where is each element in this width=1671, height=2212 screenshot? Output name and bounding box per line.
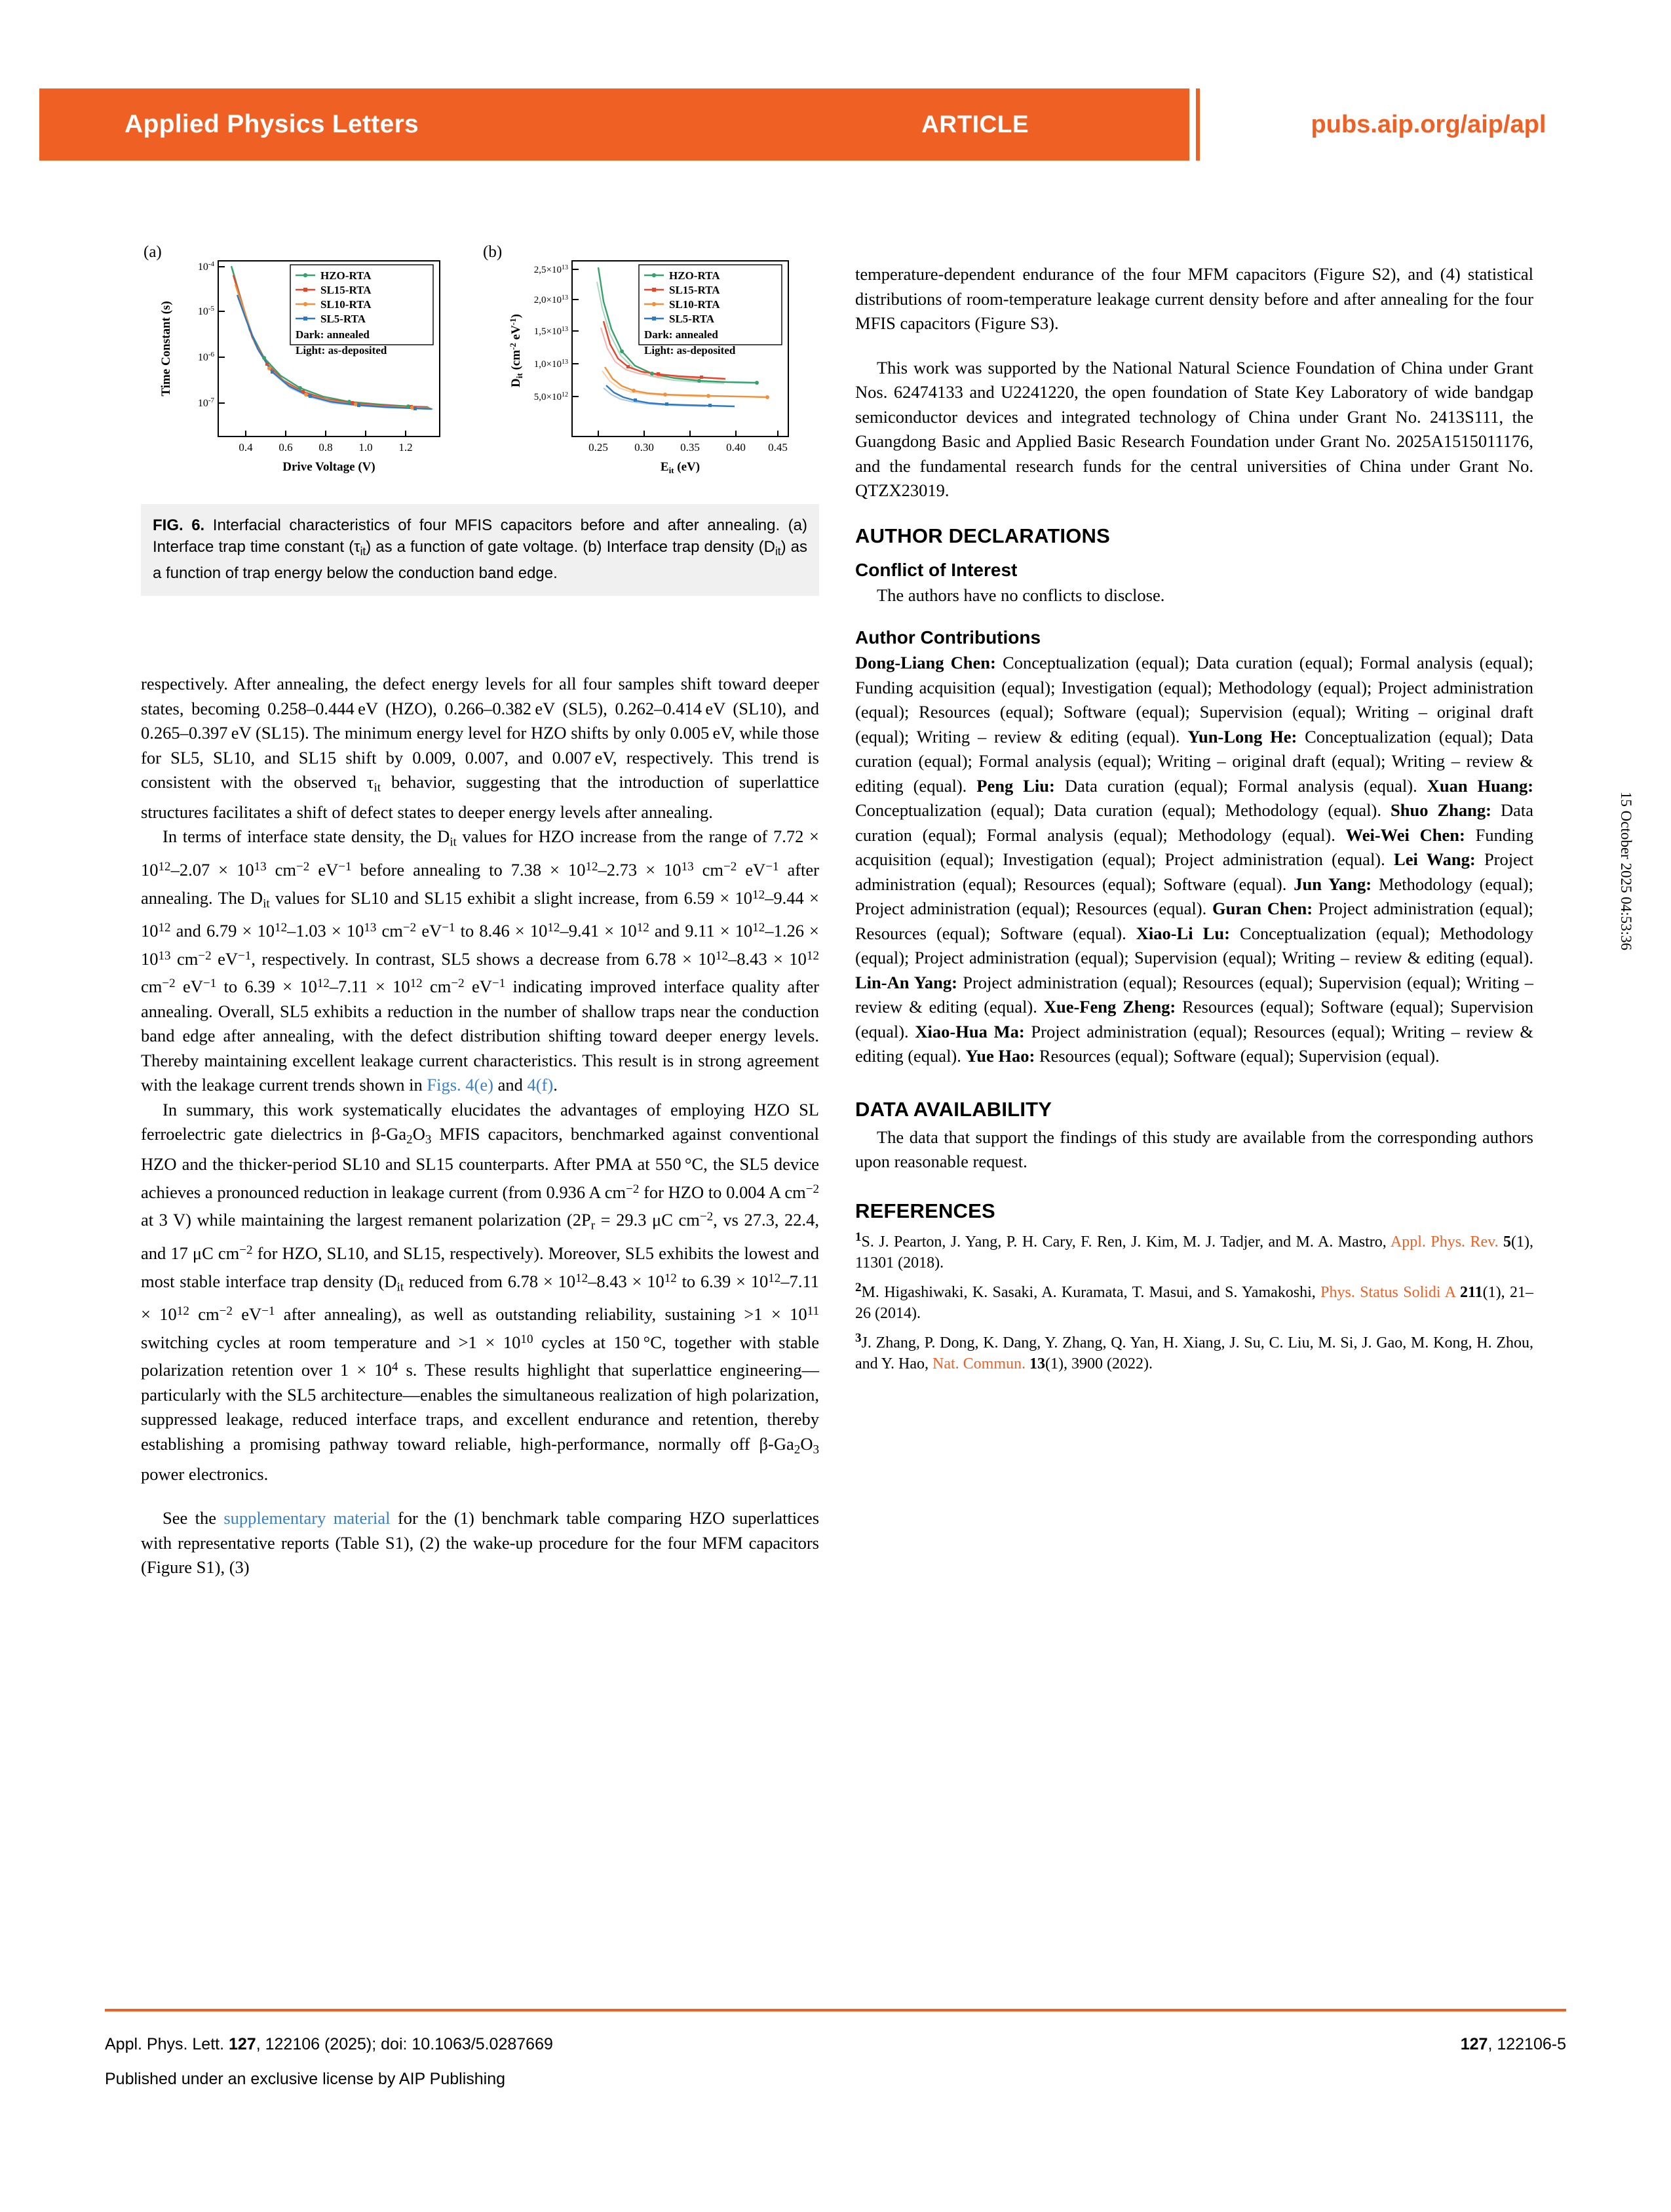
panel-a-label: (a) <box>144 243 162 261</box>
figure-panels <box>141 243 819 495</box>
svg-text:SL5-RTA: SL5-RTA <box>320 313 366 325</box>
header-url[interactable] <box>1225 88 1632 161</box>
svg-text:HZO-RTA: HZO-RTA <box>669 269 720 282</box>
figure-link-4e[interactable]: Figs. 4(e) <box>427 1075 493 1095</box>
svg-text:1.0: 1.0 <box>358 441 373 454</box>
reference-text-post: 13(1), 3900 (2022). <box>1029 1355 1153 1372</box>
paragraph-conflict: The authors have no conflicts to disclose. <box>877 585 1165 605</box>
chart-trap-density <box>482 243 819 495</box>
supplementary-material-link[interactable]: supplementary material <box>223 1508 391 1528</box>
paragraph-author-contributions <box>855 651 1533 1069</box>
contrib-3: Xuan Huang: Conceptualization (equal); Data curation (equal); Methodology (equal). <box>855 775 1534 820</box>
left-column <box>141 672 819 1580</box>
svg-text:HZO-RTA: HZO-RTA <box>320 269 372 282</box>
heading-author-declarations: AUTHOR DECLARATIONS <box>855 524 1110 547</box>
svg-text:0.40: 0.40 <box>726 441 746 454</box>
panel-b-ylabel: $D_{it}$ ($cm^{-2}$ $eV^{-1}$) <box>508 314 524 387</box>
paragraph-supplementary <box>141 1506 819 1580</box>
contrib-2: Peng Liu: Data curation (equal); Formal analysis (equal). <box>976 775 1417 796</box>
svg-text:10-5: $10^{-5}$ <box>197 305 214 317</box>
svg-text:SL15-RTA: SL15-RTA <box>320 284 372 296</box>
svg-text:SL10-RTA: SL10-RTA <box>669 298 720 311</box>
figure-caption-label: FIG. 6. <box>153 516 205 534</box>
figure-panel-a <box>141 243 475 495</box>
reference-text-pre: M. Higashiwaki, K. Sasaki, A. Kuramata, T. Masui, and S. Yamakoshi, <box>861 1283 1321 1301</box>
paragraph-defect-levels: respectively. After annealing, the defect energy levels for all four samples shift toward deeper states, becoming 0.258–0.444 eV (HZO), 0.266–0.382 eV (SL5), 0.262–0.414 eV (SL10), and 0.265–0.397 eV (SL15). The minimum energy level for HZO shifts by only 0.005 eV, while those for SL5, SL10, and SL15 shift by 0.009, 0.007, and 0.007 eV, respectively. This trend is consistent with the observed $\tau_{it}$ behavior, suggesting that the introduction of superlattice structures facilitates a shift of defect states to deeper energy levels after annealing. <box>141 674 819 822</box>
contrib-5: Wei-Wei Chen: Funding acquisition (equal); Investigation (equal); Project administration (equal). <box>855 825 1534 869</box>
reference-journal-link[interactable]: Appl. Phys. Rev. <box>1390 1233 1499 1251</box>
svg-text:1.2: 1.2 <box>398 441 413 454</box>
contrib-13: Yue Hao: Resources (equal); Software (equal); Supervision (equal). <box>965 1046 1440 1066</box>
contrib-7: Jun Yang: Methodology (equal); Project administration (equal); Resources (equal). <box>855 874 1533 918</box>
svg-text:0.25: 0.25 <box>588 441 608 454</box>
footer-citation: Appl. Phys. Lett. 127, 122106 (2025); doi: 10.1063/5.0287669 <box>105 2035 553 2053</box>
reference-text-post: 211(1), 21–26 (2014). <box>855 1283 1534 1322</box>
svg-text:Light: as-deposited: Light: as-deposited <box>296 344 387 357</box>
heading-references: REFERENCES <box>855 1199 995 1222</box>
header-divider <box>1196 88 1200 161</box>
heading-author-contributions: Author Contributions <box>855 627 1041 648</box>
panel-b-legend <box>639 265 782 357</box>
svg-text:0.45: 0.45 <box>768 441 788 454</box>
svg-text:SL15-RTA: SL15-RTA <box>669 284 720 296</box>
paragraph-interface-density: In terms of interface state density, the $D_{it}$ values for HZO increase from the range of $7.72 \times 10^{12}-2.07 \times 10^{13}$ $cm^{-2}$ $eV^{-1}$ before annealing to $7.38 \times 10^{12}-2.73 \times 10^{13}$ $cm^{-2}$ $eV^{-1}$ after annealing. The $D_{it}$ values for SL10 and SL15 exhibit a slight increase, from $6.59 \times 10^{12}-9.44 \times 10^{12}$ and $6.79 \times 10^{12}-1.03 \times 10^{13}$ $cm^{-2}$ $eV^{-1}$ to $8.46 \times 10^{12}-9.41 \times 10^{12}$ and $9.11 \times 10^{12}-1.26 \times 10^{13}$ $cm^{-2}$ $eV^{-1}$, respectively. In contrast, SL5 shows a decrease from $6.78 \times 10^{12}-8.43 \times 10^{12}$ $cm^{-2}$ $eV^{-1}$ to $6.39 \times 10^{12}-7.11 \times 10^{12}$ $cm^{-2}$ $eV^{-1}$ indicating improved interface quality after annealing. Overall, SL5 exhibits a reduction in the number of shallow traps near the conduction band edge after annealing, with the defect distribution shifting toward deeper energy levels. Thereby maintaining excellent leakage current characteristics. This result is in strong agreement with the leakage current trends shown in Figs. 4(e) and 4(f). <box>141 826 820 1095</box>
panel-b-label: (b) <box>483 243 503 261</box>
reference-item <box>855 1328 1533 1374</box>
reference-text-pre: J. Zhang, P. Dong, K. Dang, Y. Zhang, Q. Yan, H. Xiang, J. Su, C. Liu, M. Si, J. Gao, M. Kong, H. Zhou, and Y. Hao, <box>855 1334 1533 1372</box>
page-footer <box>105 2035 1566 2089</box>
svg-text:0.35: 0.35 <box>680 441 700 454</box>
svg-text:2,0×1013: $2,0\times 10^{13}$ <box>533 294 568 305</box>
reference-item <box>855 1227 1533 1273</box>
paragraph-supplementary-cont: temperature-dependent endurance of the four MFM capacitors (Figure S2), and (4) statistical distributions of room-temperature leakage current density before and after annealing for the four MFIS capacitors (Figure S3). <box>855 264 1533 333</box>
reference-number: 2 <box>855 1280 862 1294</box>
figure-6 <box>141 243 819 596</box>
figure-caption <box>141 504 819 596</box>
svg-text:SL10-RTA: SL10-RTA <box>320 298 372 311</box>
panel-a-legend <box>290 265 433 357</box>
contrib-8: Guran Chen: Project administration (equal); Resources (equal); Software (equal). <box>855 899 1534 943</box>
panel-b-xlabel: $E_{it}$ (eV) <box>660 460 701 475</box>
svg-text:0.30: 0.30 <box>634 441 654 454</box>
right-column <box>855 262 1533 1378</box>
chart-time-constant <box>141 243 475 495</box>
svg-text:Light: as-deposited: Light: as-deposited <box>644 344 736 357</box>
svg-text:2,5×1013: $2,5\times 10^{13}$ <box>533 264 568 275</box>
svg-text:SL5-RTA: SL5-RTA <box>669 313 714 325</box>
svg-text:Dark: annealed: Dark: annealed <box>644 328 718 341</box>
heading-conflict-of-interest: Conflict of Interest <box>855 559 1018 580</box>
svg-text:0.4: 0.4 <box>239 441 253 454</box>
svg-text:10-4: $10^{-4}$ <box>197 260 214 273</box>
svg-text:10-6: $10^{-6}$ <box>197 351 214 363</box>
contrib-10: Lin-An Yang: Project administration (equal); Resources (equal); Supervision (equal); Writing – review & editing (equal). <box>855 972 1533 1017</box>
svg-text:5,0×1012: $5,0\times 10^{12}$ <box>533 391 568 402</box>
figure-caption-text: Interfacial characteristics of four MFIS capacitors before and after annealing. (a) Interface trap time constant $(\tau_{it})$ as a function of gate voltage. (b) Interface trap density $(D_{it})$ as a function of trap energy below the conduction band edge. <box>153 516 808 582</box>
paragraph-summary: In summary, this work systematically elucidates the advantages of employing HZO SL ferroelectric gate dielectrics in $\beta-Ga_2O_3$ MFIS capacitors, benchmarked against conventional HZO and the thicker-period SL10 and SL15 counterparts. After PMA at 550 °C, the SL5 device achieves a pronounced reduction in leakage current (from 0.936 A $cm^{-2}$ for HZO to 0.004 A $cm^{-2}$ at 3 V) while maintaining the largest remanent polarization ($2P_r = 29.3$ μC $cm^{-2}$, vs 27.3, 22.4, and 17 μC $cm^{-2}$ for HZO, SL10, and SL15, respectively). Moreover, SL5 exhibits the lowest and most stable interface trap density ($D_{it}$ reduced from $6.78 \times 10^{12}-8.43 \times 10^{12}$ to $6.39 \times 10^{12}-7.11 \times 10^{12}$ $cm^{-2}$ $eV^{-1}$ after annealing), as well as outstanding reliability, sustaining $>1 \times 10^{11}$ switching cycles at room temperature and $>1 \times 10^{10}$ cycles at 150 °C, together with stable polarization retention over $1 \times 10^4$ s. These results highlight that superlattice engineering—particularly with the SL5 architecture—enables the simultaneous realization of high polarization, suppressed leakage, reduced interface traps, and excellent endurance and retention, thereby establishing a promising pathway toward reliable, high-performance, normally off $\beta-Ga_2O_3$ power electronics. <box>141 1099 820 1484</box>
header-url-text: pubs.aip.org/aip/apl <box>1311 110 1546 138</box>
reference-number: 1 <box>855 1230 862 1244</box>
reference-text-pre: S. J. Pearton, J. Yang, P. H. Cary, F. Ren, J. Kim, M. J. Tadjer, and M. A. Mastro, <box>861 1233 1391 1251</box>
panel-a-ylabel: Time Constant (s) <box>159 301 173 397</box>
contrib-12: Xiao-Hua Ma: Project administration (equal); Resources (equal); Writing – review & editing (equal). <box>855 1021 1534 1066</box>
download-timestamp: 15 October 2025 04:53:36 <box>1618 791 1634 950</box>
page-header <box>39 88 1632 161</box>
svg-text:1,0×1013: $1,0\times 10^{13}$ <box>533 359 568 370</box>
figure-panel-b <box>482 243 819 495</box>
reference-number: 3 <box>855 1330 862 1345</box>
svg-text:0.6: 0.6 <box>278 441 293 454</box>
svg-text:10-7: $10^{-7}$ <box>197 397 214 409</box>
reference-list <box>855 1227 1533 1374</box>
contrib-1: Yun-Long He: Conceptualization (equal); Data curation (equal); Formal analysis (equal); Writing – original draft (equal); Writing – review & editing (equal). <box>855 726 1533 796</box>
heading-data-availability: DATA AVAILABILITY <box>855 1097 1052 1121</box>
svg-text:1,5×1013: $1,5\times 10^{13}$ <box>533 326 568 337</box>
contrib-9: Xiao-Li Lu: Conceptualization (equal); Methodology (equal); Project administration (equal); Supervision (equal); Writing – review & editing (equal). <box>855 923 1533 967</box>
supp-pre: See the <box>163 1508 224 1528</box>
journal-title: Applied Physics Letters <box>125 110 419 138</box>
article-label: ARTICLE <box>921 111 1029 138</box>
footer-divider <box>105 2009 1566 2011</box>
figure-link-4f[interactable]: 4(f) <box>527 1075 554 1095</box>
svg-text:Dark: annealed: Dark: annealed <box>296 328 370 341</box>
footer-license: Published under an exclusive license by AIP Publishing <box>105 2070 506 2088</box>
header-journal-banner <box>39 88 1189 161</box>
reference-text-post: 5(1), 11301 (2018). <box>855 1233 1534 1271</box>
contrib-6: Lei Wang: Project administration (equal); Resources (equal); Software (equal). <box>855 849 1533 894</box>
paragraph-data-availability: The data that support the findings of this study are available from the corresponding authors upon reasonable request. <box>855 1127 1533 1171</box>
reference-item <box>855 1277 1533 1324</box>
contrib-0: Dong-Liang Chen: Conceptualization (equal); Data curation (equal); Formal analysis (equal); Funding acquisition (equal); Investigation (equal); Methodology (equal); Project administration (equal); Resources (equal); Software (equal); Supervision (equal); Writing – original draft (equal); Writing – review & editing (equal). <box>855 653 1533 747</box>
supp-post: for the (1) benchmark table comparing HZO superlattices with representative reports (Table S1), (2) the wake-up procedure for the four MFM capacitors (Figure S1), (3) <box>141 1508 820 1578</box>
reference-journal-link[interactable]: Nat. Commun. <box>932 1355 1026 1372</box>
contrib-4: Shuo Zhang: Data curation (equal); Formal analysis (equal); Methodology (equal). <box>855 800 1533 845</box>
svg-text:0.8: 0.8 <box>318 441 333 454</box>
panel-a-xlabel: Drive Voltage (V) <box>282 460 375 474</box>
paragraph-acknowledgments: This work was supported by the National Natural Science Foundation of China under Grant Nos. 62474133 and U2241220, the open foundation of State Key Laboratory of wide bandgap semiconductor devices and integrated technology of China under Grant No. 2413S111, the Guangdong Basic and Applied Basic Research Foundation under Grant No. 2025A1515011176, and the fundamental research funds for the central universities of China under Grant No. QTZX23019. <box>855 357 1533 500</box>
contrib-11: Xue-Feng Zheng: Resources (equal); Software (equal); Supervision (equal). <box>855 997 1534 1041</box>
reference-journal-link[interactable]: Phys. Status Solidi A <box>1320 1283 1455 1301</box>
footer-page-number: 127, 122106-5 <box>1460 2035 1566 2053</box>
